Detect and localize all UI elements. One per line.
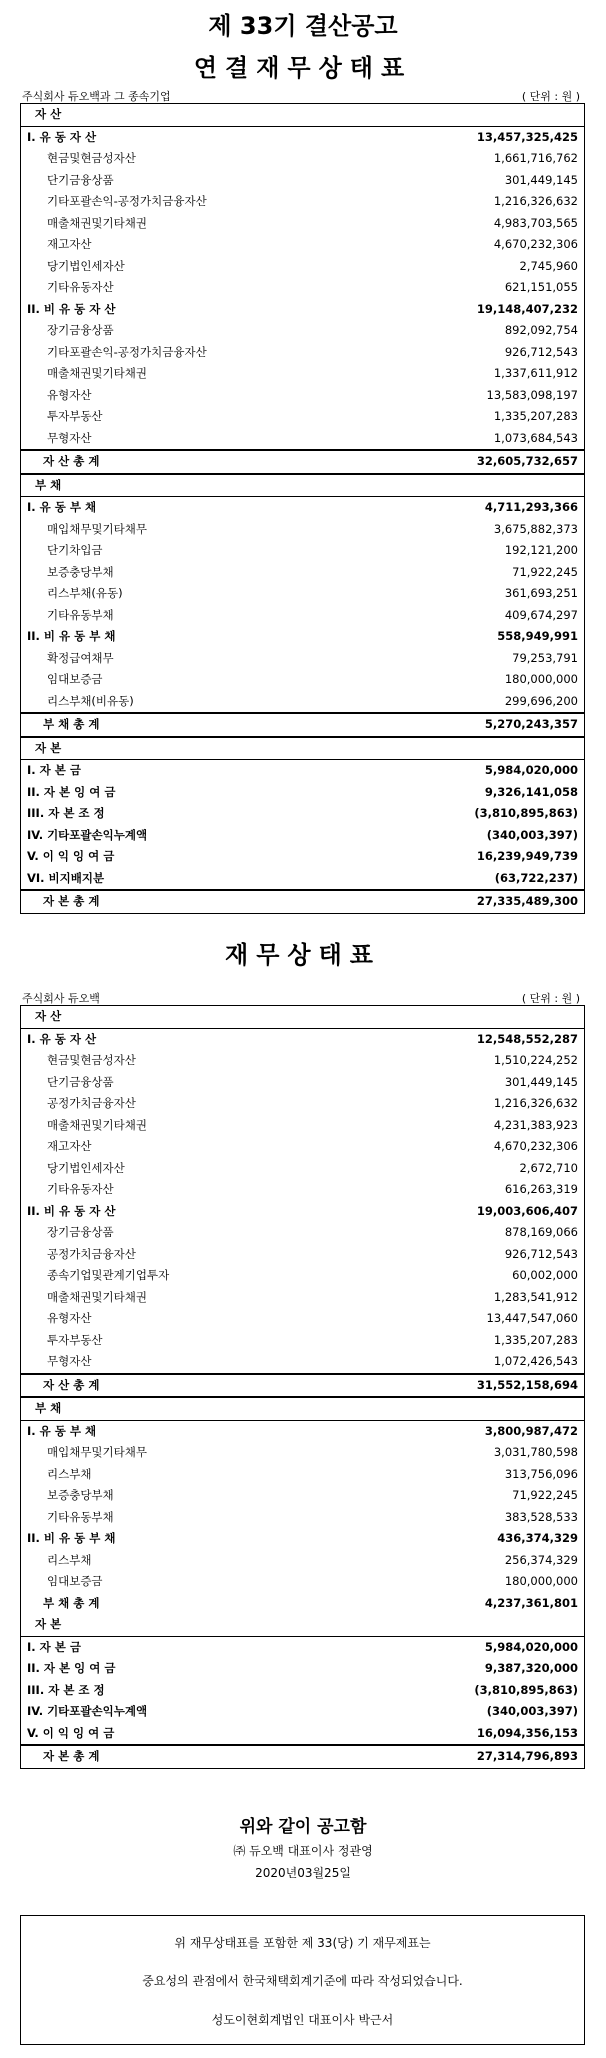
audit-line: 성도이현회계법인 대표이사 박근서	[211, 2013, 394, 2027]
row-value: 299,696,200	[504, 693, 578, 708]
row-label: 부 채	[35, 1401, 62, 1415]
row-value: 5,984,020,000	[484, 763, 578, 777]
row-label: V. 이 익 잉 여 금	[27, 849, 115, 863]
table-row	[21, 497, 584, 519]
table-row	[21, 760, 584, 782]
row-value: 301,449,145	[504, 172, 578, 187]
row-label: 공정가치금융자산	[47, 1096, 136, 1110]
table-row	[21, 825, 584, 847]
row-label: 매입채무및기타채무	[47, 521, 147, 536]
row-value: 32,605,732,657	[476, 454, 578, 468]
row-value: 27,314,796,893	[476, 1749, 578, 1763]
table-row	[21, 1464, 584, 1486]
table-row	[21, 1421, 584, 1443]
table-row	[21, 803, 584, 825]
table-row	[21, 540, 584, 562]
row-label: I. 유 동 자 산	[27, 1031, 97, 1046]
row-value: 19,003,606,407	[476, 1203, 578, 1218]
row-label: 장기금융상품	[47, 323, 114, 337]
table-row	[21, 191, 584, 213]
row-label: 리스부채(비유동)	[47, 693, 134, 708]
row-value: 60,002,000	[512, 1268, 578, 1282]
table-row	[21, 1571, 584, 1593]
row-label: 재고자산	[47, 1139, 92, 1153]
row-value: 1,216,326,632	[493, 1096, 578, 1110]
row-value: 383,528,533	[504, 1509, 578, 1524]
row-label: III. 자 본 조 정	[27, 806, 105, 820]
table-row	[21, 1179, 584, 1201]
table-row	[21, 1507, 584, 1529]
row-value: (63,722,237)	[494, 870, 578, 885]
consolidated-table	[20, 103, 585, 914]
row-label: 부 채 총 계	[43, 717, 100, 731]
row-value: 1,510,224,252	[493, 1053, 578, 1067]
row-value: (3,810,895,863)	[474, 1682, 578, 1697]
row-label: II. 비 유 동 자 산	[27, 301, 116, 316]
row-label: II. 비 유 동 부 채	[27, 1531, 116, 1545]
table-row	[21, 320, 584, 342]
table-row	[21, 605, 584, 627]
row-label: III. 자 본 조 정	[27, 1682, 105, 1697]
notice-signer: ㈜ 듀오백 대표이사 정관영	[233, 1844, 373, 1858]
row-value: 616,263,319	[504, 1182, 578, 1196]
audit-box	[20, 1915, 585, 2045]
table-row	[21, 1222, 584, 1244]
row-label: 자 본 총 계	[43, 1749, 100, 1763]
notice-date: 2020년03월25일	[255, 1866, 351, 1880]
row-value: 4,237,361,801	[484, 1595, 578, 1610]
unit-label: ( 단위 : 원 )	[521, 992, 580, 1005]
table-row	[21, 736, 584, 761]
row-value: (340,003,397)	[486, 827, 578, 842]
row-value: 301,449,145	[504, 1074, 578, 1089]
row-label: 유형자산	[47, 387, 92, 402]
table-row	[21, 1701, 584, 1723]
table-row	[21, 1093, 584, 1115]
row-value: 16,094,356,153	[476, 1725, 578, 1740]
table-row	[21, 1330, 584, 1352]
row-label: I. 자 본 금	[27, 1639, 81, 1654]
table-row	[21, 428, 584, 450]
table-row	[21, 1658, 584, 1680]
row-label: 자 본	[35, 740, 62, 755]
table-row	[21, 782, 584, 804]
row-value: 16,239,949,739	[476, 849, 578, 863]
table-row	[21, 449, 584, 473]
table-row	[21, 1115, 584, 1137]
row-label: I. 유 동 자 산	[27, 129, 97, 144]
row-value: 13,583,098,197	[486, 387, 578, 402]
table-row	[21, 385, 584, 407]
table-row	[21, 170, 584, 192]
table-row	[21, 127, 584, 149]
row-value: 4,231,383,923	[493, 1117, 578, 1132]
table-row	[21, 104, 584, 127]
table-row	[21, 1723, 584, 1745]
row-label: V. 이 익 잉 여 금	[27, 1725, 115, 1740]
row-label: 현금및현금성자산	[47, 151, 136, 165]
row-value: 9,326,141,058	[484, 784, 578, 799]
row-label: 보증충당부채	[47, 564, 114, 579]
row-label: 장기금융상품	[47, 1225, 114, 1239]
row-value: 180,000,000	[504, 672, 578, 686]
row-label: I. 유 동 부 채	[27, 1423, 97, 1438]
row-label: II. 비 유 동 부 채	[27, 629, 116, 643]
row-label: 자 산	[35, 107, 62, 121]
row-label: 자 본 총 계	[43, 894, 100, 908]
row-value: 27,335,489,300	[476, 894, 578, 908]
row-value: 3,031,780,598	[493, 1445, 578, 1459]
row-value: 1,337,611,912	[493, 366, 578, 380]
table-row	[21, 626, 584, 648]
row-value: 313,756,096	[504, 1466, 578, 1481]
table-row	[21, 648, 584, 670]
table-row	[21, 583, 584, 605]
table-row	[21, 1351, 584, 1373]
row-label: 유형자산	[47, 1311, 92, 1325]
row-value: 256,374,329	[504, 1552, 578, 1567]
table-row	[21, 889, 584, 913]
row-label: 무형자산	[47, 1354, 92, 1368]
table-row	[21, 1050, 584, 1072]
row-label: 기타유동자산	[47, 1182, 114, 1196]
table-row	[21, 1550, 584, 1572]
row-label: 기타포괄손익-공정가치금융자산	[47, 194, 207, 208]
row-value: 1,216,326,632	[493, 194, 578, 208]
table-row	[21, 519, 584, 541]
row-label: 무형자산	[47, 430, 92, 445]
table-row	[21, 363, 584, 385]
table-row	[21, 669, 584, 691]
row-value: 71,922,245	[512, 564, 578, 579]
row-label: 자 산	[35, 1009, 62, 1023]
row-label: 당기법인세자산	[47, 1160, 125, 1175]
row-label: 자 산 총 계	[43, 454, 100, 468]
row-value: 3,800,987,472	[484, 1423, 578, 1438]
row-value: 878,169,066	[504, 1225, 578, 1239]
row-value: 361,693,251	[504, 586, 578, 600]
row-value: 4,670,232,306	[493, 237, 578, 251]
row-label: 부 채 총 계	[43, 1595, 100, 1610]
page-title: 제 33기 결산공고	[208, 12, 398, 40]
row-label: 당기법인세자산	[47, 258, 125, 273]
row-label: 투자부동산	[47, 1332, 103, 1347]
row-label: 리스부채	[47, 1552, 92, 1567]
consolidated-heading: 연결재무상태표	[193, 54, 413, 82]
row-value: 1,283,541,912	[493, 1289, 578, 1304]
separate-heading: 재무상태표	[225, 941, 381, 969]
row-label: 확정급여채무	[47, 650, 114, 665]
table-row	[21, 1158, 584, 1180]
table-row	[21, 691, 584, 713]
table-row	[21, 846, 584, 868]
table-row	[21, 1485, 584, 1507]
table-row	[21, 1396, 584, 1421]
company-name: 주식회사 듀오백	[22, 992, 100, 1005]
row-value: 4,670,232,306	[493, 1139, 578, 1153]
table-row	[21, 1201, 584, 1223]
row-label: 보증충당부채	[47, 1488, 114, 1502]
table-row	[21, 213, 584, 235]
table-row	[21, 1244, 584, 1266]
row-value: 3,675,882,373	[493, 521, 578, 536]
row-value: 79,253,791	[512, 650, 578, 665]
row-label: 매출채권및기타채권	[47, 1117, 147, 1132]
row-label: 매출채권및기타채권	[47, 215, 147, 230]
row-label: II. 자 본 잉 여 금	[27, 1661, 116, 1675]
row-value: (3,810,895,863)	[474, 806, 578, 820]
row-label: 임대보증금	[47, 672, 103, 686]
table-row	[21, 1637, 584, 1659]
row-value: 5,270,243,357	[484, 717, 578, 731]
row-value: 13,447,547,060	[486, 1311, 578, 1325]
row-value: 180,000,000	[504, 1574, 578, 1588]
row-value: 2,745,960	[519, 258, 578, 273]
row-value: 5,984,020,000	[484, 1639, 578, 1654]
table-row	[21, 1029, 584, 1051]
table-row	[21, 1744, 584, 1768]
row-value: (340,003,397)	[486, 1704, 578, 1718]
row-label: 단기금융상품	[47, 1074, 114, 1089]
row-label: 단기차입금	[47, 543, 103, 557]
row-label: 기타포괄손익-공정가치금융자산	[47, 344, 207, 359]
row-value: 892,092,754	[504, 323, 578, 337]
row-value: 409,674,297	[504, 607, 578, 622]
notice-title: 위와 같이 공고함	[239, 1817, 367, 1837]
row-value: 1,661,716,762	[493, 151, 578, 165]
row-label: 기타유동부채	[47, 607, 114, 622]
table-row	[21, 1680, 584, 1702]
table-row	[21, 1442, 584, 1464]
row-label: 단기금융상품	[47, 172, 114, 187]
row-value: 31,552,158,694	[476, 1377, 578, 1392]
row-value: 9,387,320,000	[484, 1661, 578, 1675]
unit-label: ( 단위 : 원 )	[521, 90, 580, 103]
row-label: 기타유동부채	[47, 1509, 114, 1524]
row-value: 436,374,329	[497, 1531, 578, 1545]
row-value: 4,711,293,366	[484, 500, 578, 514]
row-label: 매입채무및기타채무	[47, 1445, 147, 1459]
row-label: I. 유 동 부 채	[27, 500, 97, 514]
row-value: 192,121,200	[504, 543, 578, 557]
company-name: 주식회사 듀오백과 그 종속기업	[22, 90, 171, 103]
row-value: 621,151,055	[504, 280, 578, 294]
table-row	[21, 1287, 584, 1309]
row-label: IV. 기타포괄손익누계액	[27, 827, 148, 842]
row-label: 자 본	[35, 1617, 62, 1631]
row-label: VI. 비지배지분	[27, 870, 105, 885]
row-label: 매출채권및기타채권	[47, 366, 147, 380]
separate-table	[20, 1005, 585, 1769]
row-value: 1,335,207,283	[493, 1332, 578, 1347]
table-row	[21, 1006, 584, 1029]
table-row	[21, 1528, 584, 1550]
row-label: 공정가치금융자산	[47, 1246, 136, 1261]
row-label: 매출채권및기타채권	[47, 1289, 147, 1304]
audit-line: 위 재무상태표를 포함한 제 33(당) 기 재무제표는	[174, 1936, 431, 1950]
row-value: 71,922,245	[512, 1488, 578, 1502]
row-value: 558,949,991	[497, 629, 578, 643]
table-row	[21, 406, 584, 428]
table-row	[21, 868, 584, 890]
table-row	[21, 148, 584, 170]
row-label: 종속기업및관계기업투자	[47, 1268, 170, 1282]
row-label: 현금및현금성자산	[47, 1053, 136, 1067]
row-label: 투자부동산	[47, 409, 103, 423]
row-label: 부 채	[35, 477, 62, 492]
row-value: 926,712,543	[504, 344, 578, 359]
table-row	[21, 234, 584, 256]
table-row	[21, 299, 584, 321]
row-label: 리스부채(유동)	[47, 586, 123, 600]
table-row	[21, 342, 584, 364]
row-value: 1,073,684,543	[493, 430, 578, 445]
row-label: II. 자 본 잉 여 금	[27, 784, 116, 799]
table-row	[21, 1593, 584, 1615]
notice-block	[0, 1812, 606, 1886]
table-row	[21, 1136, 584, 1158]
row-value: 1,072,426,543	[493, 1354, 578, 1368]
table-row	[21, 562, 584, 584]
row-value: 2,672,710	[519, 1160, 578, 1175]
table-row	[21, 1308, 584, 1330]
table-row	[21, 256, 584, 278]
row-label: 기타유동자산	[47, 280, 114, 294]
row-label: 재고자산	[47, 237, 92, 251]
table-row	[21, 1614, 584, 1637]
table-row	[21, 1373, 584, 1397]
row-value: 926,712,543	[504, 1246, 578, 1261]
row-label: IV. 기타포괄손익누계액	[27, 1704, 148, 1718]
table-row	[21, 712, 584, 736]
table-row	[21, 1265, 584, 1287]
row-value: 12,548,552,287	[476, 1031, 578, 1046]
row-value: 19,148,407,232	[476, 301, 578, 316]
row-label: 자 산 총 계	[43, 1377, 100, 1392]
row-label: II. 비 유 동 자 산	[27, 1203, 116, 1218]
audit-line: 중요성의 관점에서 한국채택회계기준에 따라 작성되었습니다.	[142, 1974, 463, 1988]
row-label: 임대보증금	[47, 1574, 103, 1588]
table-row	[21, 277, 584, 299]
row-label: 리스부채	[47, 1466, 92, 1481]
row-label: I. 자 본 금	[27, 763, 81, 777]
row-value: 4,983,703,565	[493, 215, 578, 230]
row-value: 13,457,325,425	[476, 129, 578, 144]
table-row	[21, 1072, 584, 1094]
table-row	[21, 473, 584, 498]
row-value: 1,335,207,283	[493, 409, 578, 423]
